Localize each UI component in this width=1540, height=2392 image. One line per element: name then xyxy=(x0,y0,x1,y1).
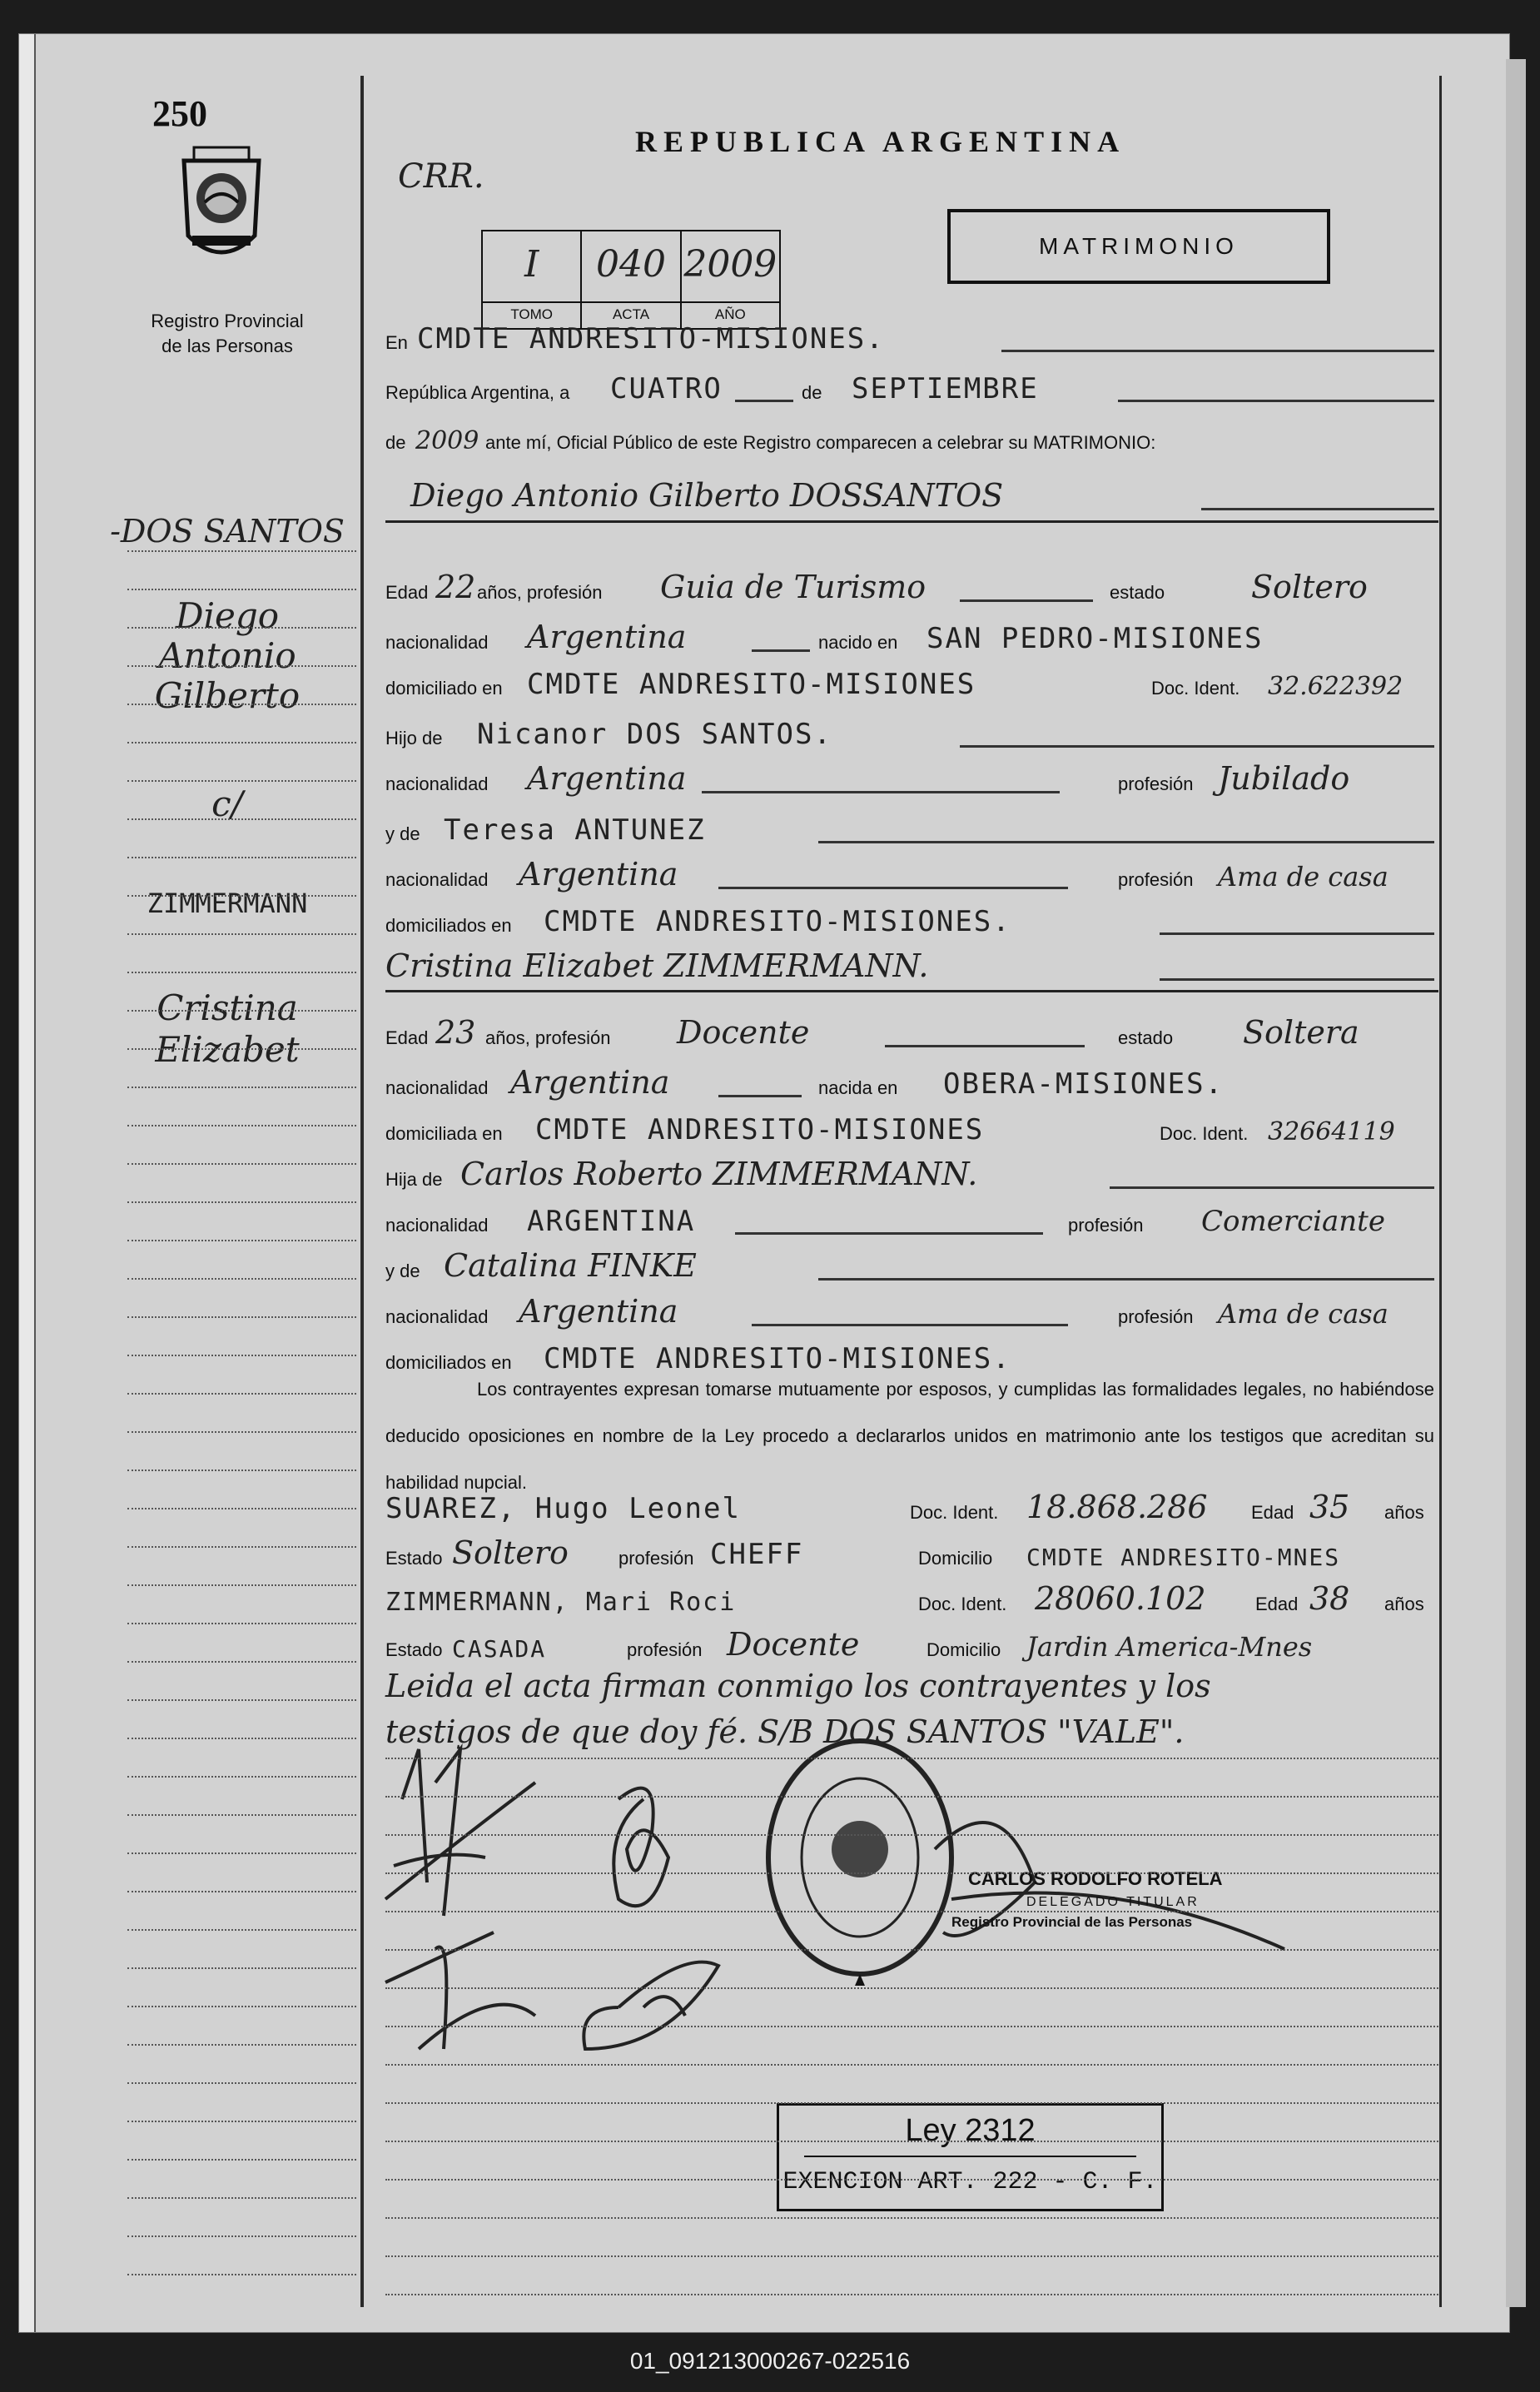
witness-1-estado-label: Estado xyxy=(385,1548,443,1569)
margin-groom-names xyxy=(94,596,360,716)
margin-rule xyxy=(127,1661,356,1663)
registry-line-2: de las Personas xyxy=(161,336,293,356)
witness-1-edad: 35 xyxy=(1309,1489,1350,1525)
groom-name-line xyxy=(385,467,1443,517)
day-value: CUATRO xyxy=(610,372,723,405)
margin-bride-name-1: Cristina xyxy=(156,987,298,1028)
witness-1-edad-label: Edad xyxy=(1251,1502,1294,1523)
witness-2-estado-label: Estado xyxy=(385,1639,443,1660)
declaration-text: Los contrayentes expresan tomarse mutuamente por esposos, y cumplidas las formalidades legales, no habiéndose deducido oposiciones en nombre de la Ley procedo a declararlos unidos en matrimonio ante los testigos que acreditan su habilidad nupcial. xyxy=(385,1379,1434,1493)
margin-divider xyxy=(360,76,364,2307)
margin-rule xyxy=(127,933,356,935)
signature-bride xyxy=(614,1788,668,1907)
bride-nacida-label: nacida en xyxy=(818,1077,898,1098)
groom-father-line xyxy=(385,704,1443,754)
bride-estado-label: estado xyxy=(1118,1027,1174,1048)
body-rule xyxy=(385,2026,1438,2027)
groom-father: Nicanor DOS SANTOS. xyxy=(477,718,832,751)
margin-rule xyxy=(127,1699,356,1701)
margin-groom-name-3: Gilberto xyxy=(154,675,301,716)
bride-mother-nac-label: nacionalidad xyxy=(385,1306,489,1327)
body-rule xyxy=(385,1872,1438,1874)
bride-edad: 23 xyxy=(435,1014,476,1051)
margin-rule xyxy=(127,742,356,743)
signatures-area xyxy=(369,1733,1434,2099)
margin-rule xyxy=(127,1967,356,1969)
officer-name: CARLOS RODOLFO ROTELA xyxy=(968,1868,1223,1889)
groom-nationality-line xyxy=(385,609,1443,659)
margin-rule xyxy=(127,2274,356,2275)
closing-text-1: Leida el acta firman conmigo los contrayentes y los xyxy=(385,1668,1211,1704)
groom-edad-label: Edad xyxy=(385,582,429,603)
bride-edad-label: Edad xyxy=(385,1027,429,1048)
next-page-edge xyxy=(1506,59,1526,2307)
groom-dom-label: domiciliado en xyxy=(385,678,503,699)
body-rule xyxy=(385,2141,1438,2142)
country-title: REPUBLICA ARGENTINA xyxy=(635,125,1126,158)
bride-nationality-line xyxy=(385,1054,1443,1104)
exemption-box xyxy=(777,2103,1164,2211)
bride-name-rule xyxy=(385,990,1438,992)
page-binding xyxy=(19,34,36,2332)
bride-father-line xyxy=(385,1146,1443,1196)
margin-rule xyxy=(127,2197,356,2199)
witness-1-doc-label: Doc. Ident. xyxy=(910,1502,999,1523)
groom-nacionalidad: Argentina xyxy=(527,619,687,655)
margin-rule xyxy=(127,1584,356,1586)
groom-father-label: Hijo de xyxy=(385,728,443,748)
witness-2-line xyxy=(385,1570,1443,1620)
acta-label: ACTA xyxy=(582,301,679,328)
bride-address-line xyxy=(385,1100,1443,1150)
year-line xyxy=(385,409,1443,459)
margin-rule xyxy=(127,780,356,782)
margin-rule xyxy=(127,1814,356,1816)
margin-bride-surname: ZIMMERMANN xyxy=(147,888,308,919)
witness-1-domicilio: CMDTE ANDRESITO-MNES xyxy=(1026,1544,1341,1571)
witness-2-edad-label: Edad xyxy=(1255,1594,1299,1614)
signature-groom xyxy=(385,1749,535,1916)
margin-rule xyxy=(127,972,356,973)
exemption-text: EXENCION ART. 222 - C. F. xyxy=(782,2168,1158,2196)
groom-mother-label: y de xyxy=(385,823,420,844)
place-value: CMDTE ANDRESITO-MISIONES. xyxy=(417,322,885,356)
witness-1-anios-label: años xyxy=(1384,1502,1424,1523)
bride-father-prof-label: profesión xyxy=(1068,1215,1144,1236)
witness-2-name: ZIMMERMANN, Mari Roci xyxy=(385,1588,737,1617)
groom-mother-prof-label: profesión xyxy=(1118,869,1194,890)
witness-1-estado: Soltero xyxy=(452,1534,569,1571)
bride-estado: Soltera xyxy=(1243,1014,1359,1051)
tomo-label: TOMO xyxy=(483,301,580,328)
witness-2-doc: 28060.102 xyxy=(1035,1580,1206,1617)
groom-mother-nat-line xyxy=(385,846,1443,896)
margin-rule xyxy=(127,1891,356,1892)
bride-anios-label: años, profesión xyxy=(485,1027,611,1048)
margin-rule xyxy=(127,704,356,705)
bride-dom-label: domiciliada en xyxy=(385,1123,503,1144)
margin-rule xyxy=(127,857,356,858)
margin-rule xyxy=(127,1048,356,1050)
groom-nac-label: nacionalidad xyxy=(385,632,489,653)
officer-role: DELEGADO TITULAR xyxy=(1026,1895,1200,1909)
bride-father: Carlos Roberto ZIMMERMANN. xyxy=(460,1156,978,1192)
margin-rule xyxy=(127,1355,356,1356)
witness-2-estado: CASADA xyxy=(452,1635,547,1663)
body-rule xyxy=(385,2064,1438,2066)
bride-mother-prof-label: profesión xyxy=(1118,1306,1194,1327)
margin-rule xyxy=(127,1470,356,1471)
signature-witness-2 xyxy=(584,1962,718,2049)
anio-value: 2009 xyxy=(683,243,777,286)
witness-2-dom-label: Domicilio xyxy=(926,1639,1001,1660)
bride-parents-dom: CMDTE ANDRESITO-MISIONES. xyxy=(544,1342,1011,1375)
margin-rule xyxy=(127,1776,356,1778)
margin-rule xyxy=(127,1852,356,1854)
bride-father-nac-label: nacionalidad xyxy=(385,1215,489,1236)
margin-rule xyxy=(127,1431,356,1433)
groom-mother-prof: Ama de casa xyxy=(1218,861,1388,893)
margin-rule xyxy=(127,1546,356,1548)
groom-father-prof-label: profesión xyxy=(1118,773,1194,794)
groom-estado: Soltero xyxy=(1251,569,1368,605)
margin-conjunction: c/ xyxy=(211,783,243,824)
body-rule xyxy=(385,2102,1438,2104)
bride-father-label: Hija de xyxy=(385,1169,443,1190)
margin-rule xyxy=(127,2082,356,2084)
bride-nacida: OBERA-MISIONES. xyxy=(943,1067,1225,1101)
margin-rule xyxy=(127,1738,356,1739)
groom-mother-nac-label: nacionalidad xyxy=(385,869,489,890)
bride-mother: Catalina FINKE xyxy=(444,1247,697,1284)
statement-text: ante mí, Oficial Público de este Registro comparecen a celebrar su MATRIMONIO: xyxy=(485,432,1156,453)
de2-label: de xyxy=(385,432,406,453)
body-rule xyxy=(385,2255,1438,2257)
bride-mother-prof: Ama de casa xyxy=(1218,1298,1388,1330)
year-value: 2009 xyxy=(415,426,479,455)
place-line xyxy=(385,309,1443,359)
margin-rule xyxy=(127,2044,356,2046)
margin-rule xyxy=(127,1623,356,1624)
groom-name-rule xyxy=(385,520,1438,523)
page-number: 250 xyxy=(152,93,207,134)
crr-note: CRR. xyxy=(398,157,484,196)
bride-nac-label: nacionalidad xyxy=(385,1077,489,1098)
witness-1-detail-line xyxy=(385,1524,1443,1574)
bride-doc-label: Doc. Ident. xyxy=(1160,1123,1249,1144)
registry-name xyxy=(144,309,310,359)
closing-line-1 xyxy=(385,1658,1443,1708)
witness-2-edad: 38 xyxy=(1309,1580,1350,1617)
groom-domicilio: CMDTE ANDRESITO-MISIONES xyxy=(527,668,976,701)
witness-2-profesion: Docente xyxy=(727,1626,860,1663)
body-rule xyxy=(385,1987,1438,1989)
margin-rule xyxy=(127,1163,356,1165)
margin-rule xyxy=(127,589,356,590)
margin-rule xyxy=(127,1278,356,1280)
margin-rule xyxy=(127,1393,356,1395)
margin-rule xyxy=(127,1201,356,1203)
witness-1-doc: 18.868.286 xyxy=(1026,1489,1208,1525)
groom-edad: 22 xyxy=(435,569,476,605)
document-type-box: MATRIMONIO xyxy=(947,209,1330,284)
margin-rule xyxy=(127,1125,356,1126)
groom-name: Diego Antonio Gilberto DOSSANTOS xyxy=(410,477,1004,514)
groom-father-nac-label: nacionalidad xyxy=(385,773,489,794)
groom-doc: 32.622392 xyxy=(1268,672,1403,701)
groom-age-line xyxy=(385,559,1443,609)
margin-groom-name-2: Antonio xyxy=(158,635,296,676)
en-label: En xyxy=(385,332,408,353)
officer-org: Registro Provincial de las Personas xyxy=(951,1914,1193,1930)
margin-rule xyxy=(127,1508,356,1509)
body-rule xyxy=(385,2294,1438,2295)
groom-father-prof: Jubilado xyxy=(1218,760,1350,797)
witness-1-profesion: CHEFF xyxy=(710,1538,804,1571)
margin-rule xyxy=(127,1010,356,1012)
groom-parents-dom: CMDTE ANDRESITO-MISIONES. xyxy=(544,905,1011,938)
witness-2-anios-label: años xyxy=(1384,1594,1424,1614)
margin-rule xyxy=(127,627,356,629)
bride-mother-nat-line xyxy=(385,1283,1443,1333)
margin-rule xyxy=(127,1929,356,1931)
acta-value: 040 xyxy=(596,243,666,286)
body-rule xyxy=(385,1834,1438,1836)
groom-mother-line xyxy=(385,800,1443,850)
ley-text: Ley 2312 xyxy=(804,2106,1136,2157)
groom-mother: Teresa ANTUNEZ xyxy=(444,813,706,847)
misiones-crest-icon xyxy=(176,144,267,269)
witness-2-prof-label: profesión xyxy=(627,1639,703,1660)
groom-nacido-label: nacido en xyxy=(818,632,898,653)
margin-groom-name-1: Diego xyxy=(175,595,280,636)
closing-text-2: testigos de que doy fé. S/B DOS SANTOS "VALE". xyxy=(385,1713,1185,1750)
month-value: SEPTIEMBRE xyxy=(852,372,1039,405)
margin-surname: -DOS SANTOS xyxy=(110,513,345,550)
bride-name: Cristina Elizabet ZIMMERMANN. xyxy=(385,947,929,984)
margin-rule xyxy=(127,1316,356,1318)
groom-profesion: Guia de Turismo xyxy=(660,569,926,605)
margin-bride-name-2: Elizabet xyxy=(155,1029,300,1070)
margin-rule xyxy=(127,550,356,552)
bride-mother-nac: Argentina xyxy=(519,1293,678,1330)
tomo-value: I xyxy=(524,243,539,286)
margin-rule xyxy=(127,1087,356,1088)
witness-1-prof-label: profesión xyxy=(618,1548,694,1569)
margin-rule xyxy=(127,665,356,667)
margin-rule xyxy=(127,1240,356,1241)
body-rule xyxy=(385,2179,1438,2181)
bride-domicilio: CMDTE ANDRESITO-MISIONES xyxy=(535,1113,985,1146)
bride-doc: 32664119 xyxy=(1268,1117,1395,1146)
anio-label: AÑO xyxy=(682,301,779,328)
margin-bride-names xyxy=(94,987,360,1071)
groom-nacido: SAN PEDRO-MISIONES xyxy=(926,622,1264,655)
bride-parents-dom-label: domiciliados en xyxy=(385,1352,512,1373)
margin-rule xyxy=(127,2159,356,2161)
bride-name-line xyxy=(385,937,1443,987)
margin-rule xyxy=(127,2235,356,2237)
margin-rule xyxy=(127,2121,356,2122)
bride-mother-label: y de xyxy=(385,1261,420,1281)
margin-rule xyxy=(127,2006,356,2007)
register-page xyxy=(18,33,1510,2333)
image-filename: 01_091213000267-022516 xyxy=(629,2348,911,2374)
margin-rule xyxy=(127,818,356,820)
groom-estado-label: estado xyxy=(1110,582,1165,603)
groom-anios-label: años, profesión xyxy=(477,582,603,603)
margin-rule xyxy=(127,895,356,897)
groom-address-line xyxy=(385,654,1443,704)
witness-1-line xyxy=(385,1479,1443,1529)
groom-mother-nac: Argentina xyxy=(519,856,678,893)
groom-parents-dom-label: domiciliados en xyxy=(385,915,512,936)
bride-father-nac: ARGENTINA xyxy=(527,1205,696,1238)
body-rule xyxy=(385,1911,1438,1912)
body-rule xyxy=(385,2217,1438,2219)
body-rule xyxy=(385,1949,1438,1951)
groom-father-nac: Argentina xyxy=(527,760,687,797)
bride-nacionalidad: Argentina xyxy=(510,1064,670,1101)
bride-age-line xyxy=(385,1004,1443,1054)
registry-line-1: Registro Provincial xyxy=(151,311,304,331)
groom-parents-address-line xyxy=(385,892,1443,942)
witness-2-domicilio: Jardin America-Mnes xyxy=(1026,1631,1313,1663)
groom-father-nat-line xyxy=(385,750,1443,800)
date-line xyxy=(385,359,1443,409)
witness-1-dom-label: Domicilio xyxy=(918,1548,993,1569)
bride-profesion: Docente xyxy=(677,1014,810,1051)
witness-2-doc-label: Doc. Ident. xyxy=(918,1594,1007,1614)
body-rule xyxy=(385,1758,1438,1759)
witness-1-name: SUAREZ, Hugo Leonel xyxy=(385,1492,741,1525)
groom-doc-label: Doc. Ident. xyxy=(1151,678,1240,699)
republica-label: República Argentina, a xyxy=(385,382,570,403)
bride-father-nat-line xyxy=(385,1191,1443,1241)
body-rule xyxy=(385,1796,1438,1798)
bride-father-prof: Comerciante xyxy=(1201,1205,1385,1238)
de-label: de xyxy=(802,382,822,403)
bride-mother-line xyxy=(385,1237,1443,1287)
